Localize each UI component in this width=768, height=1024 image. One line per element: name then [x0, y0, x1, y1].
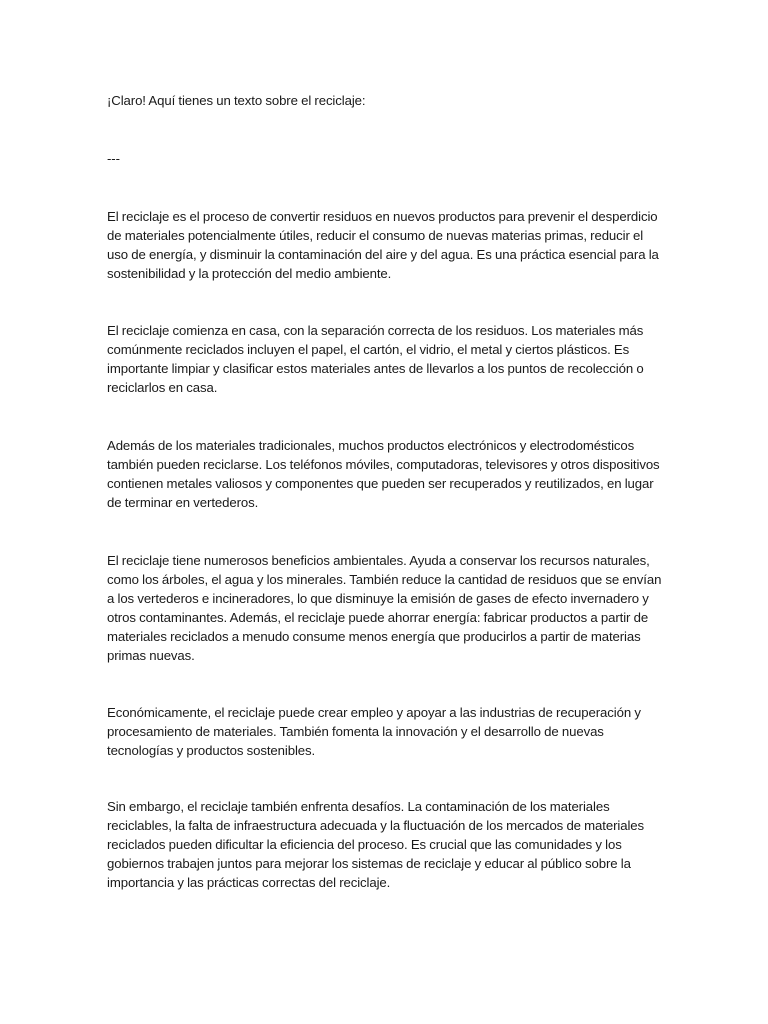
paragraph-challenges: Sin embargo, el reciclaje también enfrenta desafíos. La contaminación de los materiales reciclables, la falta de infraestructura adecuada y la fluctuación de los mercados de materiales reciclados pueden dificultar la eficiencia del proceso. Es crucial que las comunidades y los gobiernos trabajen juntos para mejorar los sistemas de reciclaje y educar al público sobre la importancia y las prácticas correctas del reciclaje.: [107, 799, 645, 890]
intro-line: ¡Claro! Aquí tienes un texto sobre el reciclaje:: [107, 93, 366, 108]
paragraph-electronics: Además de los materiales tradicionales, muchos productos electrónicos y electrodomésticos también pueden reciclarse. Los teléfonos móviles, computadoras, televisores y otros dispositivos contienen metales valiosos y componentes que pueden ser recuperados y reutilizados, en lugar de terminar en vertederos.: [107, 438, 660, 510]
paragraph-definition: El reciclaje es el proceso de convertir residuos en nuevos productos para prevenir el desperdicio de materiales potencialmente útiles, reducir el consumo de nuevas materias primas, reducir el uso de energía, y disminuir la contaminación del aire y del agua. Es una práctica esencial para la sostenibilidad y la protección del medio ambiente.: [107, 209, 659, 281]
paragraph-home-recycling: El reciclaje comienza en casa, con la separación correcta de los residuos. Los materiales más comúnmente reciclados incluyen el papel, el cartón, el vidrio, el metal y ciertos plásticos. Es importante limpiar y clasificar estos materiales antes de llevarlos a los puntos de recolección o reciclarlos en casa.: [107, 323, 644, 395]
paragraph-environmental-benefits: El reciclaje tiene numerosos beneficios ambientales. Ayuda a conservar los recursos naturales, como los árboles, el agua y los minerales. También reduce la cantidad de residuos que se envían a los vertederos e incineradores, lo que disminuye la emisión de gases de efecto invernadero y otros contaminantes. Además, el reciclaje puede ahorrar energía: fabricar productos a partir de materiales reciclados a menudo consume menos energía que producirlos a partir de materias primas nuevas.: [107, 553, 662, 663]
separator: ---: [107, 151, 120, 166]
paragraph-economic-benefits: Económicamente, el reciclaje puede crear empleo y apoyar a las industrias de recuperación y procesamiento de materiales. También fomenta la innovación y el desarrollo de nuevas tecnologías y productos sostenibles.: [107, 705, 641, 758]
